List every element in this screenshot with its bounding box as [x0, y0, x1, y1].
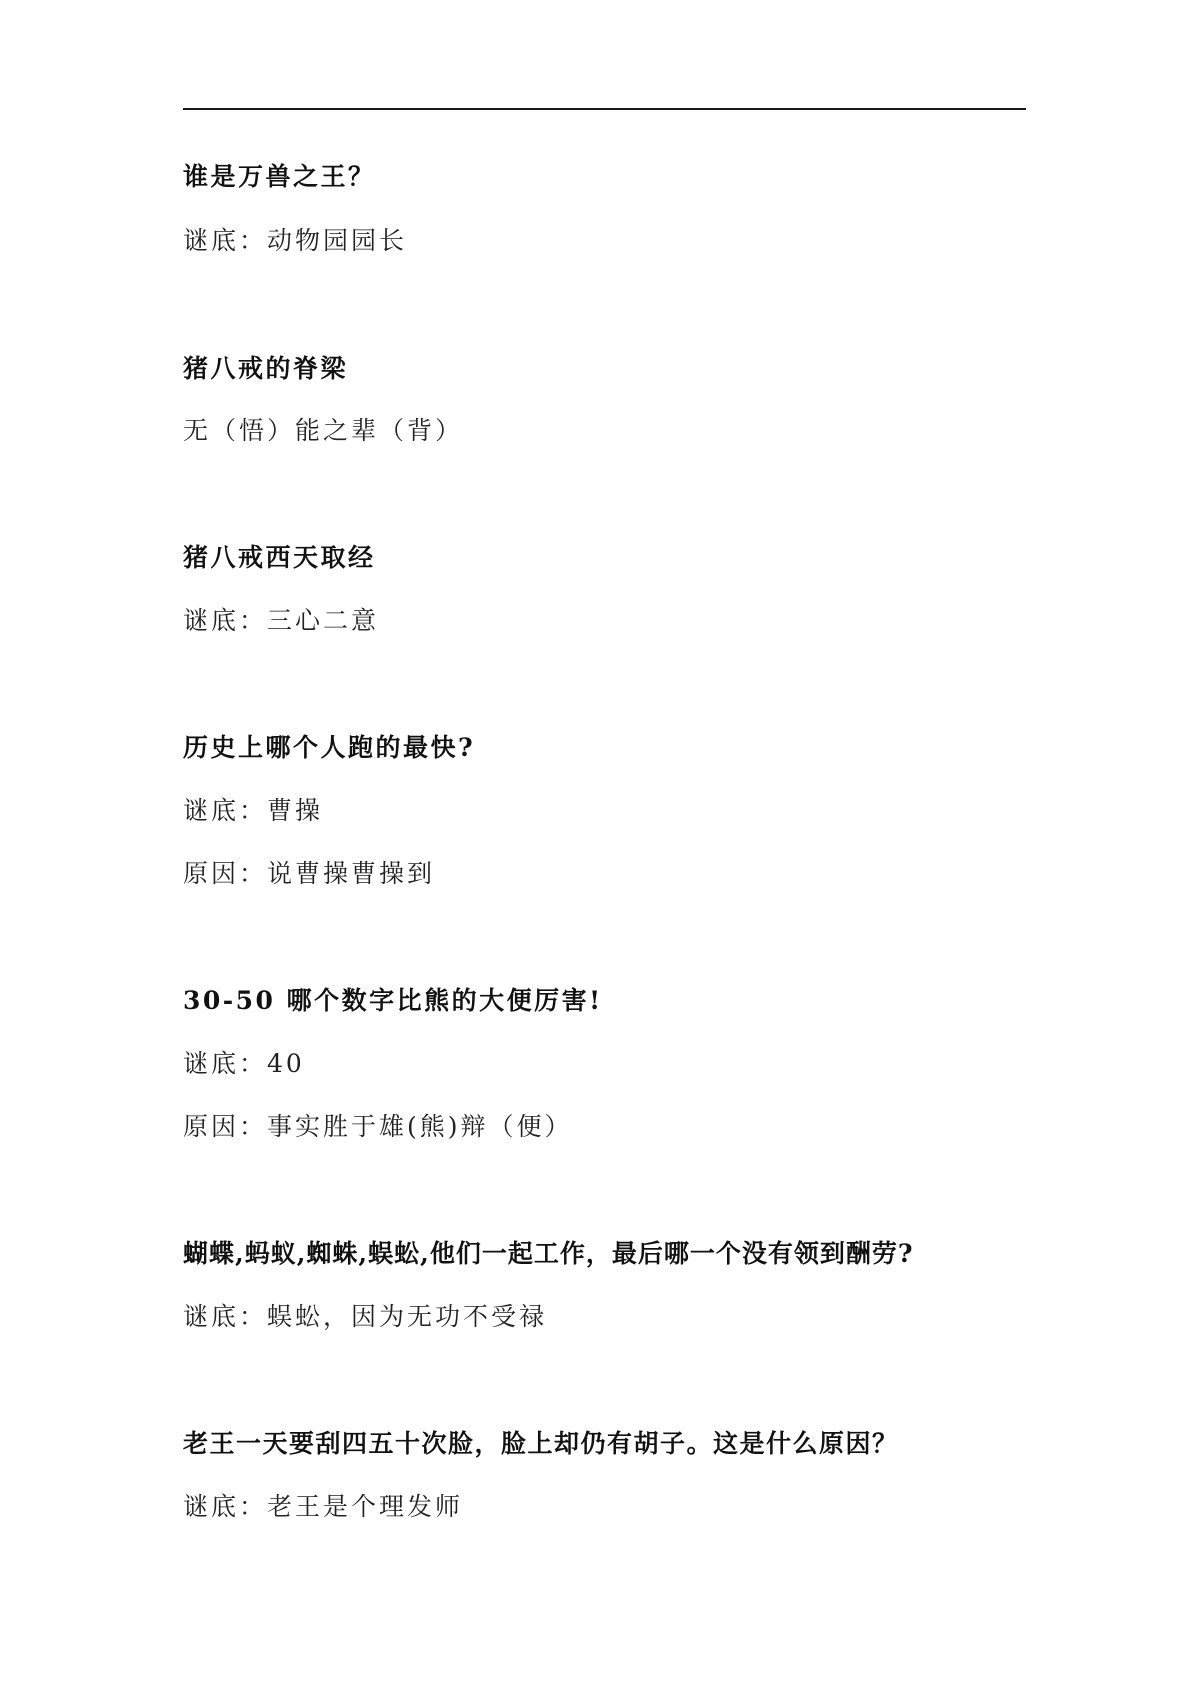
riddle-answer: 谜底：老王是个理发师 — [183, 1492, 464, 1521]
riddle-question: 老王一天要刮四五十次脸，脸上却仍有胡子。这是什么原因？ — [183, 1429, 899, 1458]
riddle-question: 猪八戒的脊梁 — [183, 354, 349, 383]
riddle-question: 猪八戒西天取经 — [183, 543, 376, 572]
header-rule — [183, 108, 1026, 110]
riddle-reason: 原因：事实胜于雄(熊)辩（便） — [183, 1112, 573, 1141]
riddle-answer: 无（悟）能之辈（背） — [183, 416, 464, 445]
riddle-answer: 谜底：蜈蚣，因为无功不受禄 — [183, 1302, 548, 1331]
riddle-answer: 谜底：动物园园长 — [183, 226, 408, 255]
riddle-answer: 谜底：40 — [183, 1049, 305, 1078]
riddle-answer: 谜底：三心二意 — [183, 606, 380, 635]
riddle-question: 谁是万兽之王？ — [183, 162, 376, 191]
riddle-question: 30-50 哪个数字比熊的大便厉害! — [183, 986, 603, 1015]
riddle-question: 蝴蝶,蚂蚁,蜘蛛,蜈蚣,他们一起工作，最后哪一个没有领到酬劳? — [183, 1239, 914, 1268]
riddle-question: 历史上哪个人跑的最快? — [183, 733, 476, 762]
riddle-answer: 谜底：曹操 — [183, 796, 324, 825]
riddle-reason: 原因：说曹操曹操到 — [183, 859, 436, 888]
